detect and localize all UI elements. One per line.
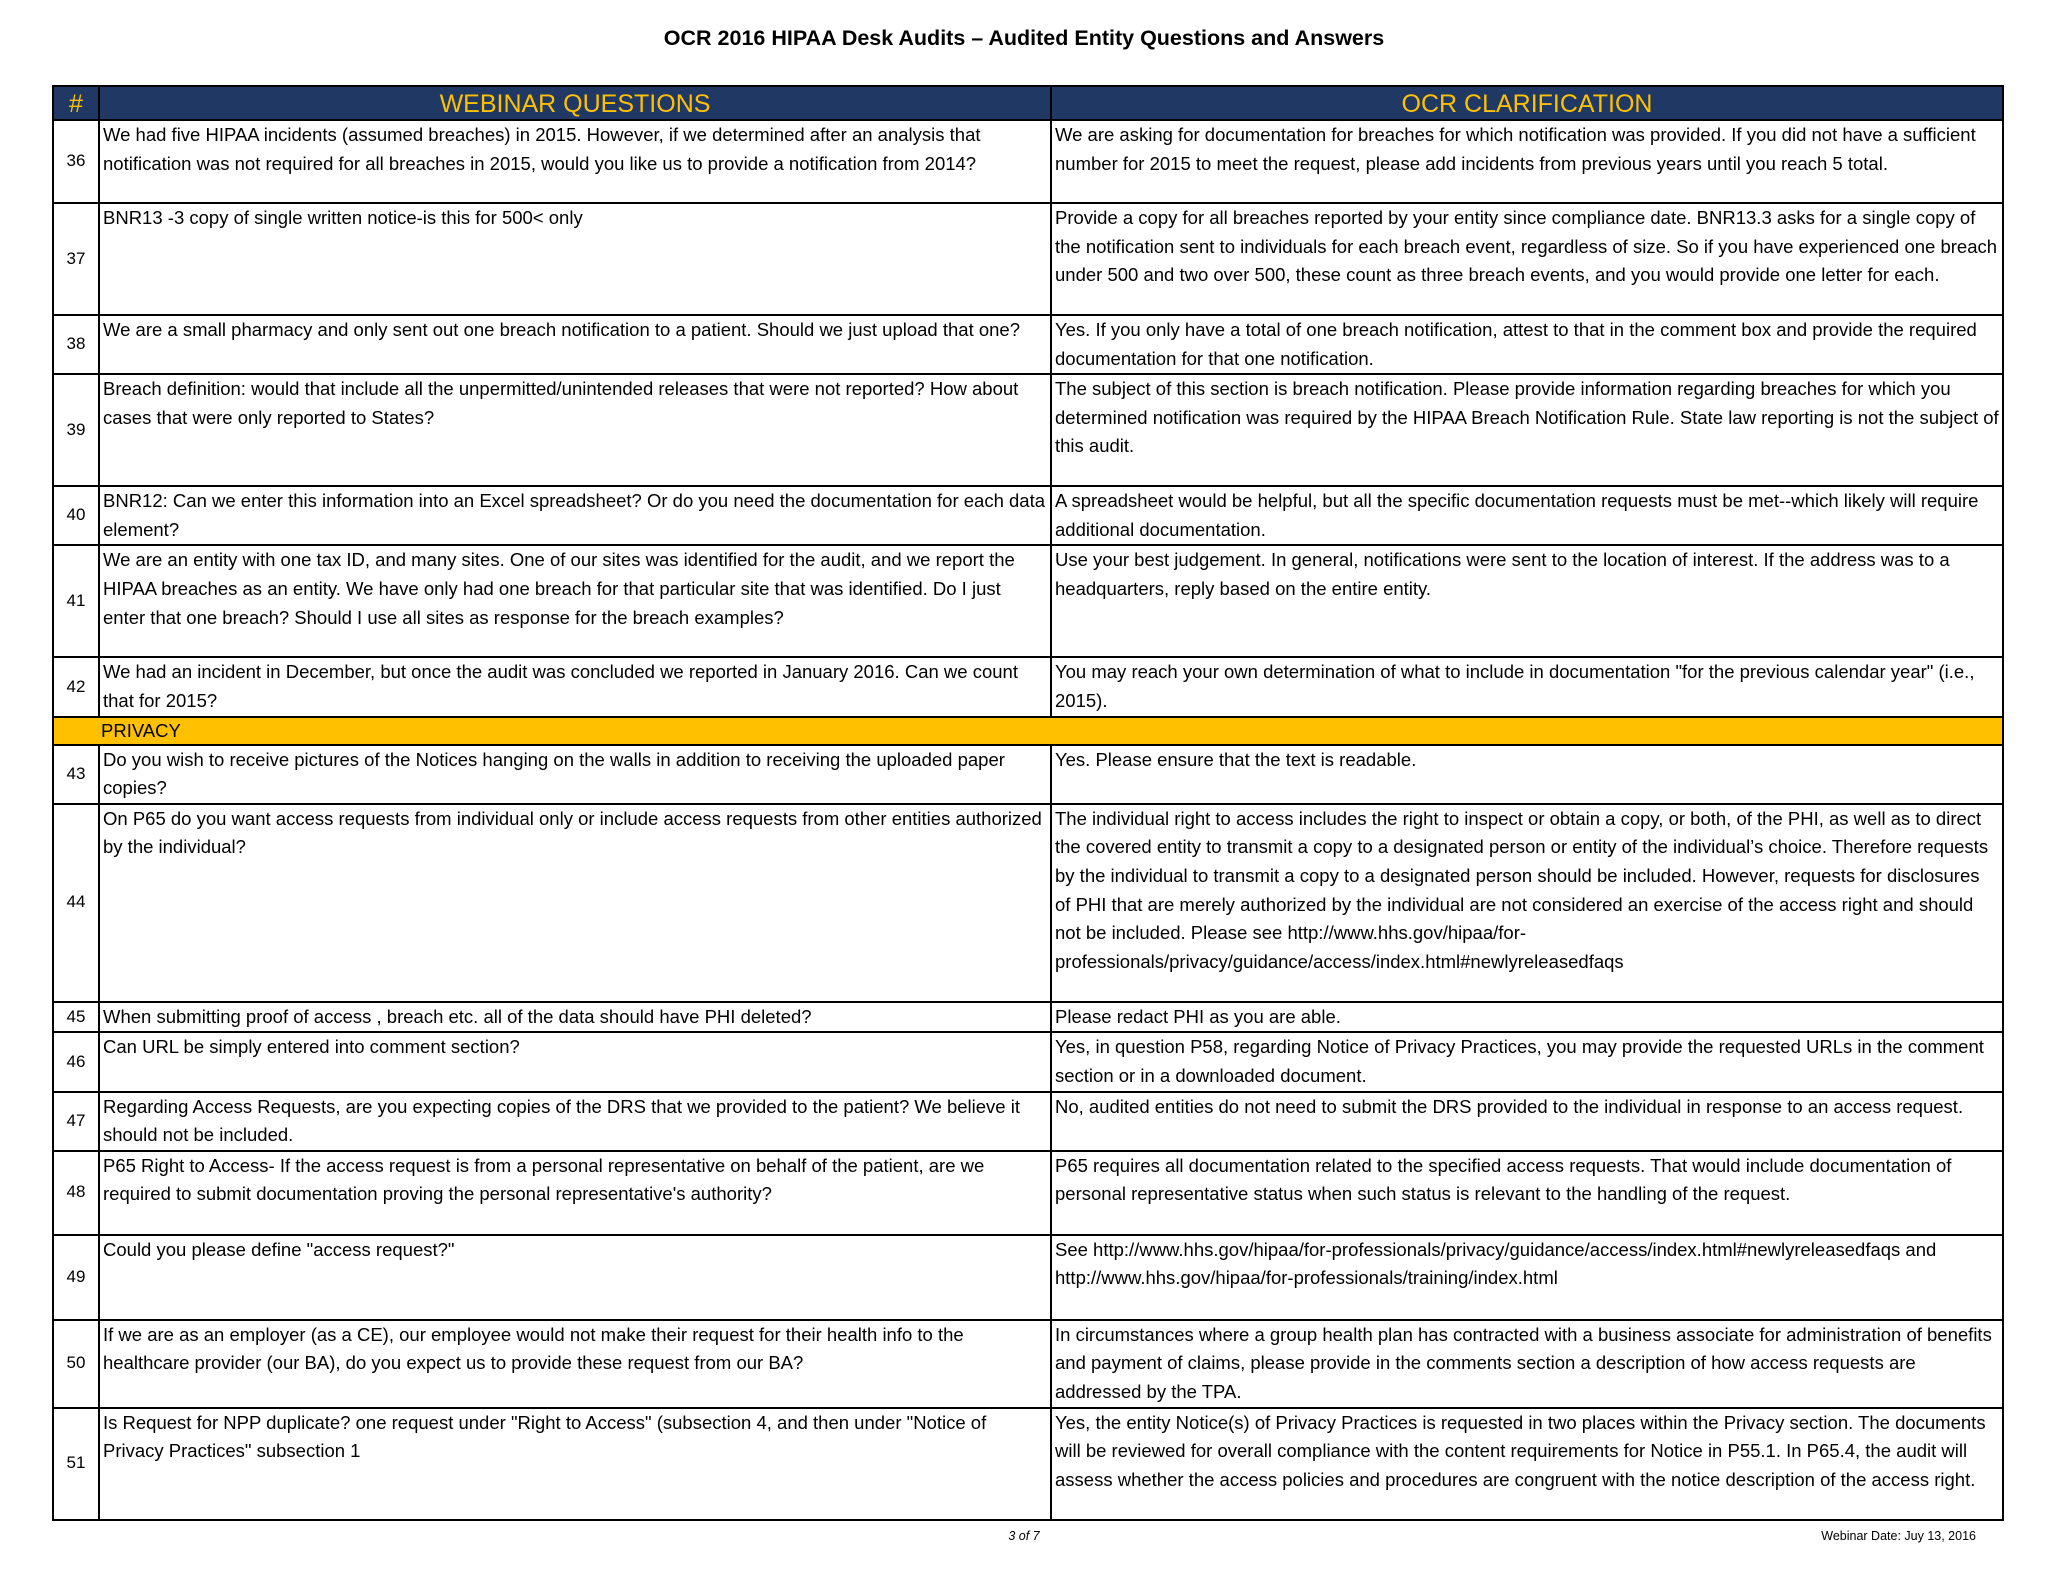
section-row-privacy (53, 717, 2003, 745)
question-cell: Breach definition: would that include all the unpermitted/unintended releases that were not reported? How about cases that were only reported to States? (99, 374, 1051, 486)
header-webinar-questions: WEBINAR QUESTIONS (99, 86, 1051, 120)
webinar-date: Webinar Date: Juy 13, 2016 (1821, 1529, 1976, 1543)
row-number: 37 (53, 203, 99, 315)
row-number: 46 (53, 1032, 99, 1091)
document-title: OCR 2016 HIPAA Desk Audits – Audited Entity Questions and Answers (663, 26, 1385, 50)
row-number: 49 (53, 1235, 99, 1320)
answer-cell: Yes, in question P58, regarding Notice of Privacy Practices, you may provide the requested URLs in the comment section or in a downloaded document. (1051, 1032, 2003, 1091)
answer-cell: Yes. If you only have a total of one breach notification, attest to that in the comment box and provide the required documentation for that one notification. (1051, 315, 2003, 374)
table-row (53, 315, 2003, 374)
table-row (53, 1092, 2003, 1151)
question-cell: On P65 do you want access requests from individual only or include access requests from other entities authorized by the individual? (99, 804, 1051, 1002)
answer-cell: In circumstances where a group health plan has contracted with a business associate for administration of benefits and payment of claims, please provide in the comments section a description of how access requests are addressed by the TPA. (1051, 1320, 2003, 1408)
row-number: 41 (53, 545, 99, 657)
answer-cell: Provide a copy for all breaches reported by your entity since compliance date. BNR13.3 asks for a single copy of the notification sent to individuals for each breach event, regardless of size. So if you have experienced one breach under 500 and two over 500, these count as three breach events, and you would provide one letter for each. (1051, 203, 2003, 315)
answer-cell: We are asking for documentation for breaches for which notification was provided. If you did not have a sufficient number for 2015 to meet the request, please add incidents from previous years until you reach 5 total. (1051, 120, 2003, 203)
qa-table (52, 85, 2004, 1521)
question-cell: We are an entity with one tax ID, and many sites. One of our sites was identified for the audit, and we report the HIPAA breaches as an entity. We have only had one breach for that particular site that was identified. Do I just enter that one breach? Should I use all sites as response for the breach examples? (99, 545, 1051, 657)
header-number: # (53, 86, 99, 120)
section-label: PRIVACY (53, 717, 2003, 745)
table-row (53, 203, 2003, 315)
table-row (53, 1032, 2003, 1091)
answer-cell: No, audited entities do not need to submit the DRS provided to the individual in response to an access request. (1051, 1092, 2003, 1151)
question-cell: We had an incident in December, but once the audit was concluded we reported in January 2016. Can we count that for 2015? (99, 657, 1051, 716)
row-number: 48 (53, 1151, 99, 1235)
row-number: 50 (53, 1320, 99, 1408)
question-cell: Could you please define "access request?" (99, 1235, 1051, 1320)
table-row (53, 657, 2003, 716)
question-cell: We are a small pharmacy and only sent out one breach notification to a patient. Should we just upload that one? (99, 315, 1051, 374)
question-cell: Do you wish to receive pictures of the Notices hanging on the walls in addition to receiving the uploaded paper copies? (99, 745, 1051, 804)
answer-cell: The subject of this section is breach notification. Please provide information regarding breaches for which you determined notification was required by the HIPAA Breach Notification Rule. State law reporting is not the subject of this audit. (1051, 374, 2003, 486)
question-cell: BNR13 -3 copy of single written notice-is this for 500< only (99, 203, 1051, 315)
row-number: 38 (53, 315, 99, 374)
question-cell: BNR12: Can we enter this information into an Excel spreadsheet? Or do you need the documentation for each data element? (99, 486, 1051, 545)
table-row (53, 804, 2003, 1002)
question-cell: Is Request for NPP duplicate? one request under "Right to Access" (subsection 4, and then under "Notice of Privacy Practices" subsection 1 (99, 1408, 1051, 1520)
table-row (53, 1408, 2003, 1520)
row-number: 40 (53, 486, 99, 545)
row-number: 39 (53, 374, 99, 486)
row-number: 45 (53, 1002, 99, 1033)
table-row (53, 1235, 2003, 1320)
table-row (53, 745, 2003, 804)
question-cell: Can URL be simply entered into comment section? (99, 1032, 1051, 1091)
row-number: 36 (53, 120, 99, 203)
table-header-row (53, 86, 2003, 120)
question-cell: Regarding Access Requests, are you expecting copies of the DRS that we provided to the patient? We believe it should not be included. (99, 1092, 1051, 1151)
answer-cell: Yes. Please ensure that the text is readable. (1051, 745, 2003, 804)
row-number: 42 (53, 657, 99, 716)
question-cell: When submitting proof of access , breach etc. all of the data should have PHI deleted? (99, 1002, 1051, 1033)
header-ocr-clarification: OCR CLARIFICATION (1051, 86, 2003, 120)
answer-cell: See http://www.hhs.gov/hipaa/for-professionals/privacy/guidance/access/index.html#newlyreleasedfaqs and http://www.hhs.gov/hipaa/for-professionals/training/index.html (1051, 1235, 2003, 1320)
question-cell: If we are as an employer (as a CE), our employee would not make their request for their health info to the healthcare provider (our BA), do you expect us to provide these request from our BA? (99, 1320, 1051, 1408)
question-cell: We had five HIPAA incidents (assumed breaches) in 2015. However, if we determined after an analysis that notification was not required for all breaches in 2015, would you like us to provide a notification from 2014? (99, 120, 1051, 203)
question-cell: P65 Right to Access- If the access request is from a personal representative on behalf of the patient, are we required to submit documentation proving the personal representative's authority? (99, 1151, 1051, 1235)
table-row (53, 545, 2003, 657)
row-number: 47 (53, 1092, 99, 1151)
row-number: 51 (53, 1408, 99, 1520)
answer-cell: P65 requires all documentation related to the specified access requests. That would include documentation of personal representative status when such status is relevant to the handling of the request. (1051, 1151, 2003, 1235)
table-row (53, 1002, 2003, 1033)
page-number: 3 of 7 (1008, 1529, 1040, 1543)
table-row (53, 486, 2003, 545)
row-number: 44 (53, 804, 99, 1002)
table-row (53, 1320, 2003, 1408)
table-row (53, 374, 2003, 486)
answer-cell: The individual right to access includes the right to inspect or obtain a copy, or both, of the PHI, as well as to direct the covered entity to transmit a copy to a designated person or entity of the individual’s choice. Therefore requests by the individual to transmit a copy to a designated person should be included. However, requests for disclosures of PHI that are merely authorized by the individual are not considered an exercise of the access right and should not be included. Please see http://www.hhs.gov/hipaa/for-professionals/privacy/guidance/access/index.html#newlyreleasedfaqs (1051, 804, 2003, 1002)
table-row (53, 120, 2003, 203)
answer-cell: Use your best judgement. In general, notifications were sent to the location of interest. If the address was to a headquarters, reply based on the entire entity. (1051, 545, 2003, 657)
answer-cell: A spreadsheet would be helpful, but all the specific documentation requests must be met--which likely will require additional documentation. (1051, 486, 2003, 545)
answer-cell: Please redact PHI as you are able. (1051, 1002, 2003, 1033)
answer-cell: You may reach your own determination of what to include in documentation "for the previous calendar year" (i.e., 2015). (1051, 657, 2003, 716)
answer-cell: Yes, the entity Notice(s) of Privacy Practices is requested in two places within the Privacy section. The documents will be reviewed for overall compliance with the content requirements for Notice in P55.1. In P65.4, the audit will assess whether the access policies and procedures are congruent with the notice description of the access right. (1051, 1408, 2003, 1520)
row-number: 43 (53, 745, 99, 804)
table-row (53, 1151, 2003, 1235)
